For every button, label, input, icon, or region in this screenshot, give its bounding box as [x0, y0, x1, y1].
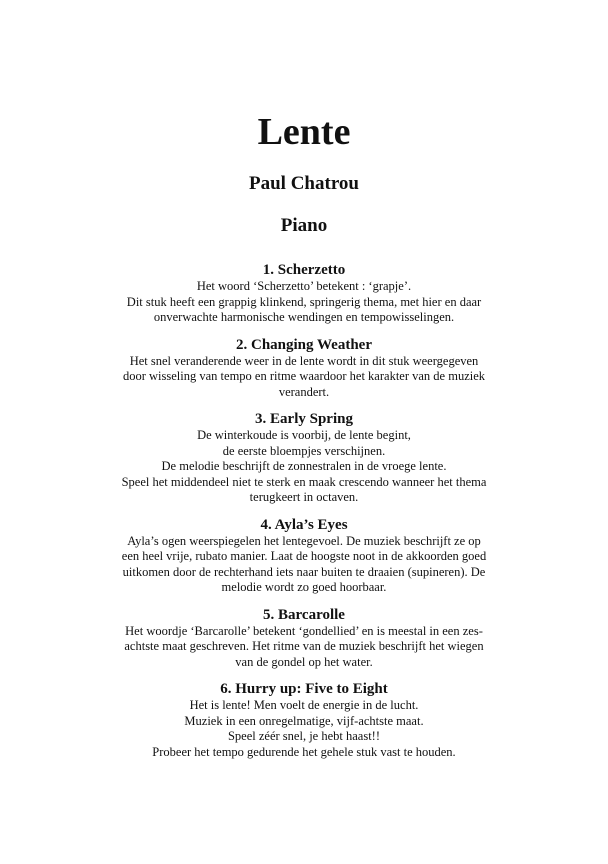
description-line: Het is lente! Men voelt de energie in de lucht. [189, 698, 419, 712]
description-line: melodie wordt zo goed hoorbaar. [221, 580, 387, 594]
description-line: de eerste bloempjes verschijnen. [222, 443, 386, 458]
description-line: Het woord ‘Scherzetto’ betekent : ‘grapje’. [196, 279, 412, 293]
piece-scherzetto [104, 262, 504, 326]
piece-description [104, 534, 504, 596]
composer-name: Paul Chatrou [249, 173, 359, 194]
description-line: De winterkoude is voorbij, de lente begint, [197, 428, 411, 442]
description-line: De melodie beschrijft de zonnestralen in de vroege lente. [161, 459, 447, 473]
piece-description [104, 354, 504, 401]
piece-hurry-up [104, 681, 504, 760]
description-line: uitkomen door de rechterhand iets naar buiten te draaien (supineren). De [122, 564, 486, 579]
page-title: Lente [257, 111, 351, 153]
piece-title: 1. Scherzetto [262, 262, 346, 278]
piece-aylas-eyes [104, 517, 504, 596]
piece-title: 5. Barcarolle [263, 606, 345, 623]
piece-title: 2. Changing Weather [236, 336, 372, 353]
piece-title: 6. Hurry up: Five to Eight [220, 681, 388, 697]
description-line: Muziek in een onregelmatige, vijf-achtste maat. [184, 713, 424, 728]
piece-description [104, 698, 504, 760]
description-line: Dit stuk heeft een grappig klinkend, springerig thema, met hier en daar [126, 294, 482, 309]
description-line: terugkeert in octaven. [249, 490, 359, 504]
piece-early-spring [104, 411, 504, 506]
description-line: van de gondel op het water. [235, 654, 373, 669]
description-line: verandert. [278, 384, 330, 399]
piece-list [104, 262, 504, 771]
piece-title: 3. Early Spring [255, 411, 353, 427]
description-line: Ayla’s ogen weerspiegelen het lentegevoel. De muziek beschrijft ze op [127, 533, 481, 548]
instrument-name: Piano [280, 215, 328, 236]
description-line: achtste maat geschreven. Het ritme van de muziek beschrijft het wiegen [124, 639, 484, 653]
piece-changing-weather [104, 337, 504, 401]
description-line: Het woordje ‘Barcarolle’ betekent ‘gondellied’ en is meestal in een zes- [125, 623, 483, 638]
piece-description [104, 428, 504, 506]
piece-description [104, 279, 504, 326]
description-line: onverwachte harmonische wendingen en tempowisselingen. [153, 310, 455, 324]
description-line: een heel vrije, rubato manier. Laat de hoogste noot in de akkoorden goed [121, 549, 487, 563]
description-line: Speel het middendeel niet te sterk en maak crescendo wanneer het thema [121, 474, 487, 489]
piece-title: 4. Ayla’s Eyes [260, 516, 348, 533]
piece-description [104, 624, 504, 671]
description-line: Probeer het tempo gedurende het gehele stuk vast te houden. [152, 744, 456, 759]
piece-barcarolle [104, 607, 504, 671]
description-line: door wisseling van tempo en ritme waardoor het karakter van de muziek [122, 369, 486, 383]
description-line: Speel zéér snel, je hebt haast!! [227, 729, 380, 743]
description-line: Het snel veranderende weer in de lente wordt in dit stuk weergegeven [129, 353, 479, 368]
